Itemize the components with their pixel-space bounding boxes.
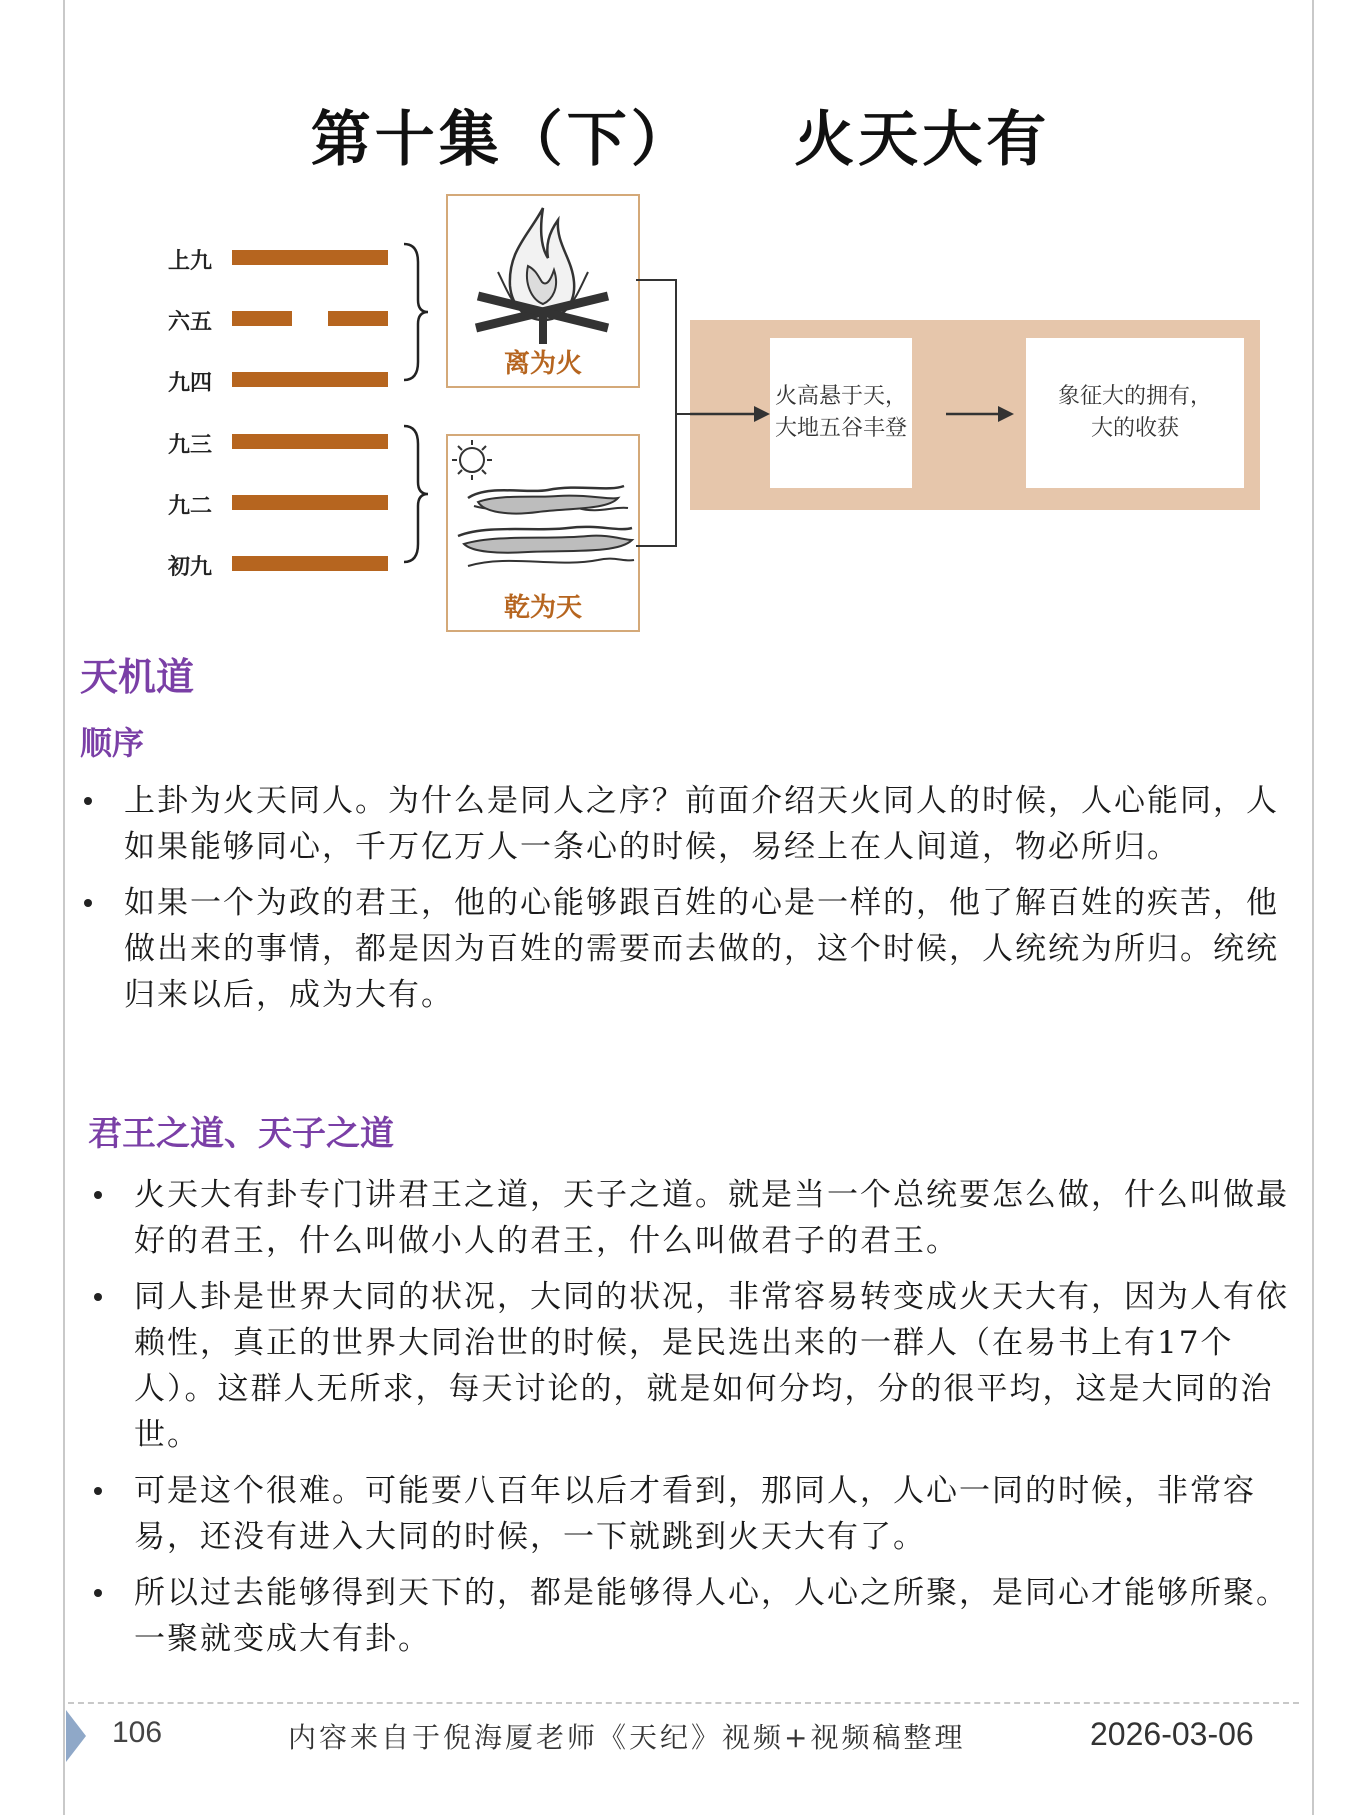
section1-heading: 天机道 [80,655,195,699]
line-label-2: 六五 [168,310,213,335]
line-label-6: 初九 [168,555,213,580]
yin-line-right [328,311,388,326]
nav-arrow-icon[interactable] [66,1710,86,1762]
line-label-4: 九三 [168,433,213,458]
result-box-1-line1: 火高悬于天， [774,384,907,409]
yin-line-left [232,311,292,326]
result-box-1-line2: 大地五谷丰登 [774,416,907,441]
lower-brace-icon [400,424,430,564]
list-item: 所以过去能够得到天下的，都是能够得人心，人心之所聚，是同心才能够所聚。一聚就变成大有卦。 [86,1570,1298,1662]
section2-bullets [86,1172,1298,1672]
footer-divider [68,1702,1299,1704]
list-item: 同人卦是世界大同的状况，大同的状况，非常容易转变成火天大有，因为人有依赖性，真正的世界大同治世的时候，是民选出来的一群人（在易书上有17个人）。这群人无所求，每天讨论的，就是如何分均，分的很平均，这是大同的治世。 [86,1274,1298,1458]
page-border-left [63,0,65,1815]
yang-line-1 [232,250,388,265]
page-number: 106 [112,1716,163,1749]
fire-trigram-box [446,194,640,388]
section2-heading: 君王之道、天子之道 [88,1114,394,1154]
result-box-2-line2: 大的收获 [1090,416,1179,441]
line-label-1: 上九 [168,249,213,274]
page-title: 第十集（下） 火天大有 [310,105,1051,175]
footer-source: 内容来自于倪海厦老师《天纪》视频+视频稿整理 [288,1721,966,1754]
heaven-trigram-box [446,434,640,632]
yang-line-5 [232,495,388,510]
line-label-5: 九二 [168,494,213,519]
sun-and-clouds-icon [448,436,638,586]
yang-line-6 [232,556,388,571]
yang-line-3 [232,372,388,387]
fire-icon [448,196,638,346]
upper-trigram-label: 离为火 [503,349,582,379]
result-box-1 [770,338,912,488]
section1-subheading: 顺序 [80,724,145,762]
list-item: 上卦为火天同人。为什么是同人之序？前面介绍天火同人的时候，人心能同，人如果能够同心，千万亿万人一条心的时候，易经上在人间道，物必所归。 [76,778,1286,870]
list-item: 可是这个很难。可能要八百年以后才看到，那同人，人心一同的时候，非常容易，还没有进入大同的时候，一下就跳到火天大有了。 [86,1468,1298,1560]
upper-brace-icon [400,242,430,382]
page-border-right [1312,0,1314,1815]
list-item: 如果一个为政的君王，他的心能够跟百姓的心是一样的，他了解百姓的疾苦，他做出来的事情，都是因为百姓的需要而去做的，这个时候，人统统为所归。统统归来以后，成为大有。 [76,880,1286,1018]
connector-lines [636,188,696,638]
section1-bullets [76,778,1286,1028]
list-item: 火天大有卦专门讲君王之道，天子之道。就是当一个总统要怎么做，什么叫做最好的君王，什么叫做小人的君王，什么叫做君子的君王。 [86,1172,1298,1264]
arrow-right-icon [690,402,770,426]
result-box-2 [1026,338,1244,488]
footer-date: 2026-03-06 [1090,1716,1254,1752]
yang-line-4 [232,434,388,449]
line-label-3: 九四 [168,371,213,396]
result-box-2-line1: 象征大的拥有， [1057,384,1212,409]
lower-trigram-label: 乾为天 [503,593,582,623]
arrow-right-icon-2 [946,402,1014,426]
hexagram-diagram [150,188,1280,638]
